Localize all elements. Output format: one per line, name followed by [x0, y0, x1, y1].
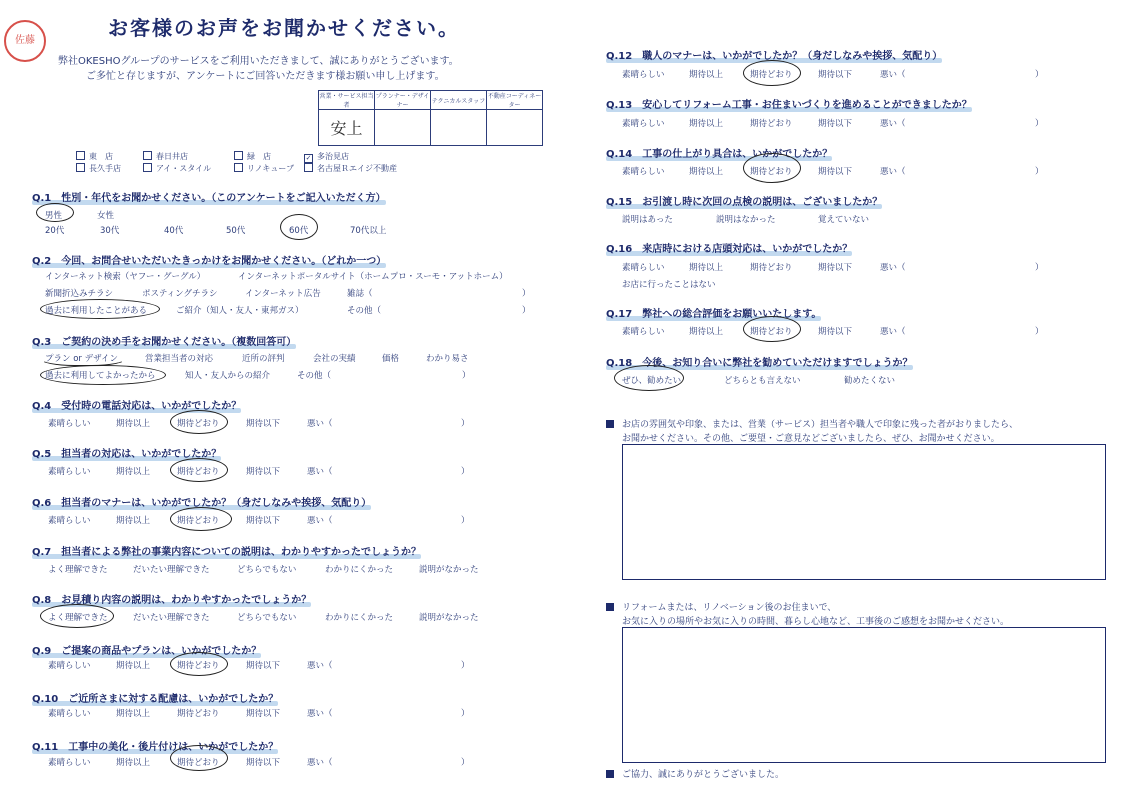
intro-line-1: 弊社OKESHOグループのサービスをご利用いただきまして、誠にありがとうございます。 [58, 56, 459, 67]
square-bullet-icon [606, 603, 614, 611]
option-20s[interactable]: 20代 [45, 226, 65, 236]
question-6: Q.6 担当者のマナーは、いかがでしたか？（身だしなみや挨拶、気配り） [32, 494, 371, 510]
rating-above[interactable]: 期待以上 [689, 263, 724, 273]
option-no-explanation[interactable]: 説明がなかった [419, 565, 479, 575]
square-bullet-icon [606, 770, 614, 778]
option-not-explained[interactable]: 説明はなかった [716, 215, 776, 225]
option-posting-flyer[interactable]: ポスティングチラシ [142, 289, 218, 299]
rating-as-expected[interactable]: 期待どおり [177, 467, 220, 477]
question-13: Q.13 安心してリフォーム工事・お住まいづくりを進めることができましたか？ [606, 96, 972, 112]
rating-bad[interactable]: 悪い（ [307, 419, 333, 429]
rating-above[interactable]: 期待以上 [116, 758, 151, 768]
rating-above[interactable]: 期待以上 [689, 167, 724, 177]
store-checkbox-higashi[interactable]: 東 店 [76, 151, 113, 162]
option-understood-well[interactable]: よく理解できた [48, 565, 108, 575]
intro-line-2: ご多忙と存じますが、アンケートにご回答いただきます様お願い申し上げます。 [86, 71, 445, 82]
option-other[interactable]: その他（ [347, 306, 382, 316]
option-internet-search[interactable]: インターネット検索（ヤフー・グーグル） [45, 272, 206, 282]
thanks-message: ご協力、誠にありがとうございました。 [622, 770, 785, 780]
question-8: Q.8 お見積り内容の説明は、わかりやすかったでしょうか？ [32, 591, 311, 607]
store-checkbox-midori[interactable]: 緑 店 [234, 151, 271, 162]
store-checkbox-tajimi[interactable]: ✓ 多治見店 [305, 152, 349, 162]
rating-as-expected[interactable]: 期待どおり [177, 516, 220, 526]
rating-as-expected[interactable]: 期待どおり [177, 758, 220, 768]
question-5: Q.5 担当者の対応は、いかがでしたか？ [32, 445, 221, 461]
option-used-before-good[interactable]: 過去に利用してよかったから [45, 371, 156, 381]
option-female[interactable]: 女性 [97, 211, 115, 221]
staff-value-sales[interactable]: 安上 [319, 110, 375, 146]
rating-bad-close: ） [461, 661, 470, 671]
question-4: Q.4 受付時の電話対応は、いかがでしたか？ [32, 397, 241, 413]
staff-value-technical[interactable] [431, 110, 487, 146]
rating-as-expected[interactable]: 期待どおり [177, 709, 220, 719]
option-other-q3[interactable]: その他（ [297, 371, 332, 381]
company-seal-stamp: 佐藤 [4, 20, 46, 62]
square-bullet-icon [606, 420, 614, 428]
rating-above[interactable]: 期待以上 [116, 516, 151, 526]
question-1: Q.1 性別・年代をお聞かせください。（このアンケートをご記入いただく方） [32, 189, 386, 205]
staff-value-realestate[interactable] [487, 110, 543, 146]
store-checkbox-nagakute[interactable]: 長久手店 [76, 163, 121, 174]
staff-header-realestate: 不動産コーディネーター [487, 91, 543, 110]
rating-excellent[interactable]: 素晴らしい [622, 263, 665, 273]
option-internet-ad[interactable]: インターネット広告 [245, 289, 321, 299]
option-neither[interactable]: どちらでもない [237, 565, 297, 575]
rating-bad-close: ） [1035, 263, 1044, 273]
rating-bad[interactable]: 悪い（ [880, 70, 906, 80]
option-male[interactable]: 男性 [45, 211, 63, 221]
option-never-visited[interactable]: お店に行ったことはない [622, 280, 716, 290]
rating-below[interactable]: 期待以下 [818, 70, 853, 80]
option-sales-response[interactable]: 営業担当者の対応 [145, 354, 214, 364]
option-would-recommend[interactable]: ぜひ、勧めたい [622, 376, 682, 386]
rating-below[interactable]: 期待以下 [246, 709, 281, 719]
rating-bad[interactable]: 悪い（ [307, 758, 333, 768]
rating-above[interactable]: 期待以上 [689, 70, 724, 80]
rating-excellent[interactable]: 素晴らしい [48, 467, 91, 477]
question-15: Q.15 お引渡し時に次回の点検の説明は、ございましたか？ [606, 193, 882, 209]
option-neither[interactable]: どちらでもない [237, 613, 297, 623]
rating-bad-close: ） [461, 758, 470, 768]
option-hard-to-understand[interactable]: わかりにくかった [325, 613, 394, 623]
rating-below[interactable]: 期待以下 [246, 661, 281, 671]
staff-header-planner: プランナー・デザイナー [375, 91, 431, 110]
option-internet-portal[interactable]: インターネットポータルサイト（ホームプロ・スーモ・アットホーム） [238, 272, 508, 282]
store-checkbox-kasugai[interactable]: 春日井店 [143, 151, 188, 162]
option-no-explanation[interactable]: 説明がなかった [419, 613, 479, 623]
rating-below[interactable]: 期待以下 [246, 467, 281, 477]
rating-bad[interactable]: 悪い（ [307, 661, 333, 671]
option-referral[interactable]: ご紹介（知人・友人・東邦ガス） [176, 306, 304, 316]
rating-below[interactable]: 期待以下 [818, 263, 853, 273]
rating-as-expected[interactable]: 期待どおり [750, 327, 793, 337]
option-magazine[interactable]: 雑誌（ [347, 289, 373, 299]
rating-below[interactable]: 期待以下 [818, 119, 853, 129]
option-used-before[interactable]: 過去に利用したことがある [45, 306, 148, 316]
store-checkbox-istyle[interactable]: アイ・スタイル [143, 163, 211, 174]
question-14: Q.14 工事の仕上がり具合は、いかがでしたか？ [606, 145, 832, 161]
rating-as-expected[interactable]: 期待どおり [750, 70, 793, 80]
staff-header-technical: テクニカルスタッフ [431, 91, 487, 110]
option-explained[interactable]: 説明はあった [622, 215, 673, 225]
comment-prompt-2-line2: お気に入りの場所やお気に入りの時間、暮らし心地など、工事後のご感想をお聞かせください。 [622, 617, 1010, 627]
rating-below[interactable]: 期待以下 [246, 758, 281, 768]
staff-table [318, 90, 543, 146]
option-mostly-understood[interactable]: だいたい理解できた [133, 565, 210, 575]
option-other-close: ） [522, 306, 531, 316]
rating-bad[interactable]: 悪い（ [880, 263, 906, 273]
staff-value-planner[interactable] [375, 110, 431, 146]
option-clarity[interactable]: わかり易さ [426, 354, 469, 364]
option-understood-well[interactable]: よく理解できた [48, 613, 108, 623]
option-30s[interactable]: 30代 [100, 226, 120, 236]
question-12: Q.12 職人のマナーは、いかがでしたか？（身だしなみや挨拶、気配り） [606, 47, 942, 63]
rating-bad-close: ） [461, 419, 470, 429]
rating-excellent[interactable]: 素晴らしい [622, 327, 665, 337]
option-hard-to-understand[interactable]: わかりにくかった [325, 565, 394, 575]
rating-bad[interactable]: 悪い（ [307, 516, 333, 526]
comment-box-2[interactable] [622, 627, 1106, 763]
rating-bad-close: ） [461, 709, 470, 719]
rating-excellent[interactable]: 素晴らしい [48, 758, 91, 768]
rating-bad-close: ） [461, 516, 470, 526]
question-16: Q.16 来店時における店頭対応は、いかがでしたか？ [606, 240, 852, 256]
rating-excellent[interactable]: 素晴らしい [48, 661, 91, 671]
rating-as-expected[interactable]: 期待どおり [750, 119, 793, 129]
rating-bad-close: ） [1035, 167, 1044, 177]
option-would-not-recommend[interactable]: 勧めたくない [844, 376, 896, 386]
rating-bad-close: ） [461, 467, 470, 477]
page-title: お客様のお声をお聞かせください。 [108, 16, 460, 40]
option-40s[interactable]: 40代 [164, 226, 184, 236]
rating-excellent[interactable]: 素晴らしい [48, 419, 91, 429]
option-mostly-understood[interactable]: だいたい理解できた [133, 613, 210, 623]
question-11: Q.11 工事中の美化・後片付けは、いかがでしたか？ [32, 738, 278, 754]
rating-as-expected[interactable]: 期待どおり [177, 419, 220, 429]
option-plan-design[interactable]: プラン or デザイン [45, 354, 119, 364]
rating-excellent[interactable]: 素晴らしい [48, 516, 91, 526]
rating-above[interactable]: 期待以上 [689, 327, 724, 337]
rating-below[interactable]: 期待以下 [818, 167, 853, 177]
rating-bad[interactable]: 悪い（ [880, 119, 906, 129]
rating-as-expected[interactable]: 期待どおり [750, 263, 793, 273]
option-magazine-close: ） [522, 289, 531, 299]
comment-box-1[interactable] [622, 444, 1106, 580]
rating-bad[interactable]: 悪い（ [880, 327, 906, 337]
store-checkbox-nagoya-rage[interactable]: 名古屋Ｒエイジ不動産 [304, 163, 397, 174]
question-2: Q.2 今回、お問合せいただいたきっかけをお聞かせください。（どれか一つ） [32, 252, 386, 268]
rating-bad[interactable]: 悪い（ [307, 709, 333, 719]
option-50s[interactable]: 50代 [226, 226, 246, 236]
rating-bad[interactable]: 悪い（ [880, 167, 906, 177]
question-3: Q.3 ご契約の決め手をお聞かせください。（複数回答可） [32, 333, 296, 349]
rating-above[interactable]: 期待以上 [116, 419, 151, 429]
staff-header-sales: 営業・サービス担当者 [319, 91, 375, 110]
rating-below[interactable]: 期待以下 [246, 516, 281, 526]
rating-below[interactable]: 期待以下 [818, 327, 853, 337]
rating-bad-close: ） [1035, 70, 1044, 80]
rating-above[interactable]: 期待以上 [689, 119, 724, 129]
rating-bad[interactable]: 悪い（ [307, 467, 333, 477]
option-price[interactable]: 価格 [382, 354, 400, 364]
rating-above[interactable]: 期待以上 [116, 467, 151, 477]
rating-excellent[interactable]: 素晴らしい [622, 119, 665, 129]
question-9: Q.9 ご提案の商品やプランは、いかがでしたか？ [32, 642, 261, 658]
question-17: Q.17 弊社への総合評価をお願いいたします。 [606, 305, 821, 321]
rating-bad-close: ） [1035, 119, 1044, 129]
rating-above[interactable]: 期待以上 [116, 661, 151, 671]
option-cannot-say[interactable]: どちらとも言えない [724, 376, 801, 386]
option-dont-remember[interactable]: 覚えていない [818, 215, 870, 225]
comment-prompt-1-line2: お聞かせください。その他、ご要望・ご意見などございましたら、ぜひ、お聞かせください。 [622, 434, 1000, 444]
rating-excellent[interactable]: 素晴らしい [622, 70, 665, 80]
option-local-reputation[interactable]: 近所の評判 [242, 354, 285, 364]
store-checkbox-renocube[interactable]: リノキューブ [234, 163, 294, 174]
rating-excellent[interactable]: 素晴らしい [48, 709, 91, 719]
comment-prompt-1-line1: お店の雰囲気や印象、または、営業（サービス）担当者や職人で印象に残った者がおりましたら、 [622, 420, 1019, 430]
rating-as-expected[interactable]: 期待どおり [177, 661, 220, 671]
question-10: Q.10 ご近所さまに対する配慮は、いかがでしたか？ [32, 690, 278, 706]
option-other-q3-close: ） [462, 371, 471, 381]
option-friend-referral[interactable]: 知人・友人からの紹介 [185, 371, 271, 381]
option-70s-plus[interactable]: 70代以上 [350, 226, 387, 236]
question-18: Q.18 今後、お知り合いに弊社を勧めていただけますでしょうか？ [606, 354, 913, 370]
option-newspaper-flyer[interactable]: 新聞折込みチラシ [45, 289, 114, 299]
comment-prompt-2-line1: リフォームまたは、リノベーション後のお住まいで、 [622, 603, 837, 613]
option-60s[interactable]: 60代 [289, 226, 309, 236]
rating-bad-close: ） [1035, 327, 1044, 337]
rating-above[interactable]: 期待以上 [116, 709, 151, 719]
question-7: Q.7 担当者による弊社の事業内容についての説明は、わかりやすかったでしょうか？ [32, 543, 421, 559]
option-company-record[interactable]: 会社の実績 [313, 354, 356, 364]
rating-as-expected[interactable]: 期待どおり [750, 167, 793, 177]
rating-below[interactable]: 期待以下 [246, 419, 281, 429]
rating-excellent[interactable]: 素晴らしい [622, 167, 665, 177]
